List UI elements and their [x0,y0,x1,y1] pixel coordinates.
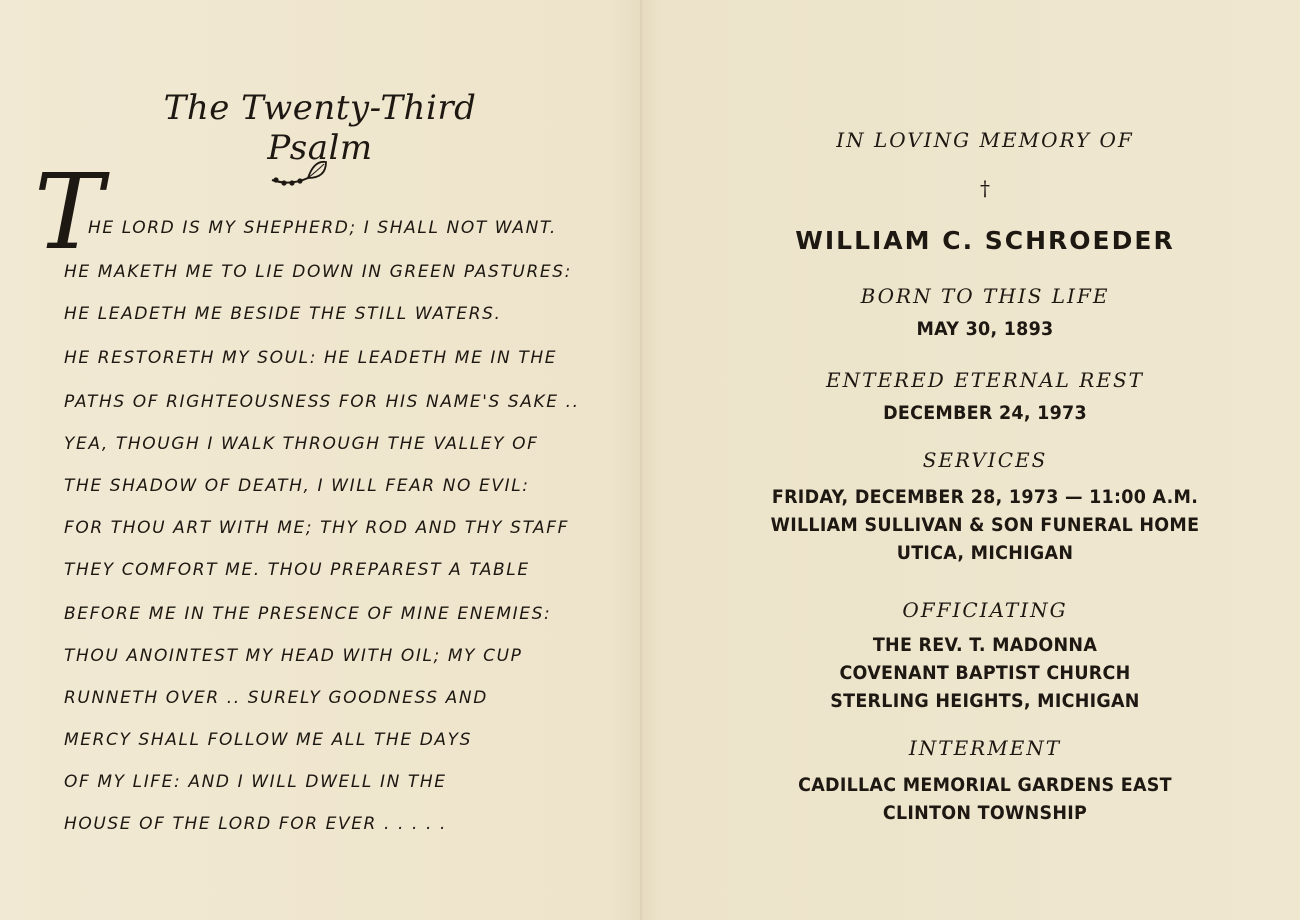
psalm-title: The Twenty-Third Psalm [163,88,477,168]
officiating-line: STERLING HEIGHTS, MICHIGAN [830,690,1140,712]
psalm-line: OF MY LIFE: AND I WILL DWELL IN THE [64,772,447,792]
memory-heading: IN LOVING MEMORY OF [836,128,1134,152]
rest-label: ENTERED ETERNAL REST [826,368,1144,392]
psalm-line: HE RESTORETH MY SOUL: HE LEADETH ME IN THE [64,348,558,368]
interment-label: INTERMENT [908,736,1062,760]
born-label: BORN TO THIS LIFE [860,284,1110,308]
psalm-line: HE MAKETH ME TO LIE DOWN IN GREEN PASTURES: [64,262,572,282]
services-label: SERVICES [922,448,1048,472]
deceased-name: WILLIAM C. SCHROEDER [795,226,1175,255]
drop-cap: T [34,151,104,273]
psalm-line: RUNNETH OVER .. SURELY GOODNESS AND [64,688,488,708]
psalm-line: PATHS OF RIGHTEOUSNESS FOR HIS NAME'S SAKE .. [64,392,580,412]
card-fold [640,0,642,920]
interment-line: CADILLAC MEMORIAL GARDENS EAST [798,774,1172,796]
services-line: UTICA, MICHIGAN [896,542,1074,564]
psalm-line: THE SHADOW OF DEATH, I WILL FEAR NO EVIL: [64,476,530,496]
psalm-line: BEFORE ME IN THE PRESENCE OF MINE ENEMIES: [64,604,552,624]
services-line: FRIDAY, DECEMBER 28, 1973 — 11:00 A.M. [771,486,1199,508]
psalm-line: FOR THOU ART WITH ME; THY ROD AND THY STAFF [64,518,569,538]
cross-icon: † [980,176,990,200]
born-date: MAY 30, 1893 [916,318,1054,340]
interment-line: CLINTON TOWNSHIP [882,802,1088,824]
officiating-line: THE REV. T. MADONNA [872,634,1098,656]
officiating-line: COVENANT BAPTIST CHURCH [839,662,1131,684]
psalm-line: HE LEADETH ME BESIDE THE STILL WATERS. [64,304,502,324]
sprig-icon [268,156,332,196]
psalm-line: HOUSE OF THE LORD FOR EVER . . . . . [64,814,447,834]
psalm-line: HE LORD IS MY SHEPHERD; I SHALL NOT WANT. [88,218,557,238]
psalm-line: THOU ANOINTEST MY HEAD WITH OIL; MY CUP [64,646,523,666]
psalm-line: THEY COMFORT ME. THOU PREPAREST A TABLE [64,560,530,580]
rest-date: DECEMBER 24, 1973 [883,402,1087,424]
services-line: WILLIAM SULLIVAN & SON FUNERAL HOME [770,514,1200,536]
officiating-label: OFFICIATING [902,598,1068,622]
psalm-line: MERCY SHALL FOLLOW ME ALL THE DAYS [64,730,472,750]
psalm-line: YEA, THOUGH I WALK THROUGH THE VALLEY OF [64,434,539,454]
